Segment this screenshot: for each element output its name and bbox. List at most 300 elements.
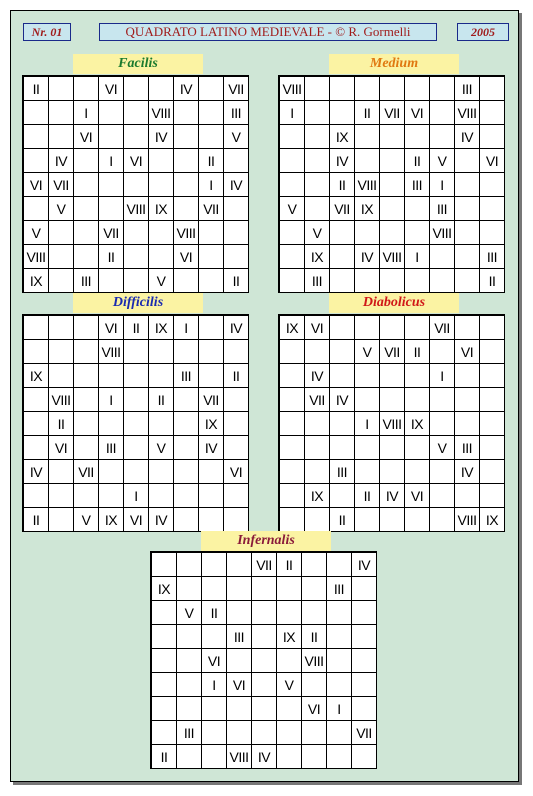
- difficilis-cell[interactable]: [74, 412, 99, 436]
- medium-cell[interactable]: [380, 173, 405, 197]
- difficilis-cell[interactable]: [149, 460, 174, 484]
- medium-cell[interactable]: [480, 101, 505, 125]
- medium-cell[interactable]: [380, 77, 405, 101]
- difficilis-cell[interactable]: [99, 460, 124, 484]
- difficilis-cell[interactable]: [149, 412, 174, 436]
- infernalis-cell[interactable]: [352, 745, 377, 769]
- infernalis-cell[interactable]: [302, 553, 327, 577]
- infernalis-cell[interactable]: [277, 697, 302, 721]
- infernalis-cell[interactable]: [252, 649, 277, 673]
- diabolicus-cell[interactable]: [305, 436, 330, 460]
- infernalis-cell[interactable]: [327, 649, 352, 673]
- facilis-cell[interactable]: [49, 269, 74, 293]
- diabolicus-cell[interactable]: [480, 316, 505, 340]
- infernalis-cell[interactable]: [177, 577, 202, 601]
- infernalis-cell: VIII: [227, 745, 252, 769]
- diabolicus-cell[interactable]: [330, 340, 355, 364]
- facilis-cell[interactable]: [124, 173, 149, 197]
- difficilis-cell[interactable]: [199, 484, 224, 508]
- diabolicus-cell[interactable]: [330, 436, 355, 460]
- facilis-cell[interactable]: [199, 269, 224, 293]
- difficilis-cell[interactable]: [24, 388, 49, 412]
- diabolicus-cell[interactable]: [280, 412, 305, 436]
- diabolicus-cell[interactable]: [280, 388, 305, 412]
- difficilis-cell[interactable]: [99, 412, 124, 436]
- facilis-cell[interactable]: [149, 77, 174, 101]
- medium-cell[interactable]: [405, 77, 430, 101]
- facilis-cell[interactable]: [124, 77, 149, 101]
- difficilis-cell[interactable]: [199, 508, 224, 532]
- facilis-cell[interactable]: [124, 269, 149, 293]
- infernalis-cell[interactable]: [202, 721, 227, 745]
- facilis-cell[interactable]: [224, 221, 249, 245]
- infernalis-cell: VIII: [302, 649, 327, 673]
- infernalis-cell[interactable]: [177, 625, 202, 649]
- infernalis-cell[interactable]: [252, 601, 277, 625]
- facilis-cell[interactable]: [24, 125, 49, 149]
- infernalis-cell[interactable]: [152, 601, 177, 625]
- diabolicus-cell[interactable]: [330, 316, 355, 340]
- infernalis-cell[interactable]: [277, 649, 302, 673]
- facilis-cell[interactable]: [49, 125, 74, 149]
- infernalis-cell[interactable]: [152, 697, 177, 721]
- medium-cell[interactable]: [280, 245, 305, 269]
- diabolicus-cell: I: [430, 364, 455, 388]
- medium-cell[interactable]: [380, 197, 405, 221]
- medium-cell[interactable]: [280, 173, 305, 197]
- difficilis-cell[interactable]: [199, 364, 224, 388]
- diabolicus-cell: V: [355, 340, 380, 364]
- facilis-cell[interactable]: [99, 101, 124, 125]
- diabolicus-cell[interactable]: [380, 508, 405, 532]
- facilis-cell[interactable]: [99, 197, 124, 221]
- diabolicus-cell[interactable]: [480, 364, 505, 388]
- difficilis-cell[interactable]: [49, 340, 74, 364]
- difficilis-cell[interactable]: [24, 316, 49, 340]
- difficilis-cell: I: [99, 388, 124, 412]
- medium-cell[interactable]: [430, 101, 455, 125]
- difficilis-cell: VII: [74, 460, 99, 484]
- facilis-cell[interactable]: [224, 149, 249, 173]
- diabolicus-cell: II: [405, 340, 430, 364]
- infernalis-cell[interactable]: [152, 673, 177, 697]
- facilis-cell[interactable]: [149, 245, 174, 269]
- facilis-cell: VI: [24, 173, 49, 197]
- facilis-cell[interactable]: [149, 149, 174, 173]
- diabolicus-cell[interactable]: [430, 484, 455, 508]
- difficilis-cell[interactable]: [224, 484, 249, 508]
- medium-cell[interactable]: [280, 269, 305, 293]
- facilis-cell[interactable]: [74, 221, 99, 245]
- medium-cell[interactable]: [330, 101, 355, 125]
- medium-cell[interactable]: [355, 77, 380, 101]
- diabolicus-cell[interactable]: [405, 364, 430, 388]
- infernalis-cell[interactable]: [352, 601, 377, 625]
- facilis-cell[interactable]: [174, 101, 199, 125]
- difficilis-cell[interactable]: [174, 508, 199, 532]
- diabolicus-cell[interactable]: [355, 364, 380, 388]
- difficilis-cell[interactable]: [74, 340, 99, 364]
- diabolicus-cell[interactable]: [480, 340, 505, 364]
- infernalis-cell[interactable]: [277, 745, 302, 769]
- medium-cell: II: [355, 101, 380, 125]
- facilis-cell[interactable]: [124, 101, 149, 125]
- facilis-cell[interactable]: [174, 173, 199, 197]
- facilis-cell[interactable]: [149, 221, 174, 245]
- diabolicus-cell[interactable]: [455, 484, 480, 508]
- diabolicus-cell[interactable]: [405, 316, 430, 340]
- medium-cell[interactable]: [480, 197, 505, 221]
- diabolicus-cell: IX: [305, 484, 330, 508]
- facilis-cell[interactable]: [124, 125, 149, 149]
- difficilis-cell[interactable]: [99, 364, 124, 388]
- medium-cell[interactable]: [280, 125, 305, 149]
- diabolicus-cell[interactable]: [480, 484, 505, 508]
- diabolicus-cell[interactable]: [280, 436, 305, 460]
- facilis-cell[interactable]: [74, 173, 99, 197]
- diabolicus-cell[interactable]: [480, 460, 505, 484]
- medium-cell[interactable]: [330, 269, 355, 293]
- difficilis-cell[interactable]: [124, 436, 149, 460]
- facilis-cell: VIII: [149, 101, 174, 125]
- facilis-cell[interactable]: [224, 197, 249, 221]
- facilis-cell[interactable]: [99, 125, 124, 149]
- infernalis-cell[interactable]: [277, 601, 302, 625]
- medium-cell[interactable]: [305, 197, 330, 221]
- medium-cell[interactable]: [430, 125, 455, 149]
- medium-cell[interactable]: [405, 269, 430, 293]
- medium-cell[interactable]: [355, 149, 380, 173]
- medium-cell: VIII: [430, 221, 455, 245]
- facilis-cell: VI: [174, 245, 199, 269]
- diabolicus-cell[interactable]: [355, 460, 380, 484]
- diabolicus-cell[interactable]: [305, 340, 330, 364]
- difficilis-cell[interactable]: [174, 412, 199, 436]
- medium-cell[interactable]: [280, 149, 305, 173]
- infernalis-cell[interactable]: [352, 577, 377, 601]
- facilis-cell[interactable]: [199, 101, 224, 125]
- infernalis-cell[interactable]: [152, 649, 177, 673]
- facilis-cell[interactable]: [199, 125, 224, 149]
- difficilis-cell[interactable]: [199, 316, 224, 340]
- facilis-cell[interactable]: [149, 173, 174, 197]
- infernalis-cell[interactable]: [227, 601, 252, 625]
- infernalis-cell[interactable]: [152, 721, 177, 745]
- medium-label: Medium: [329, 54, 459, 74]
- diabolicus-cell[interactable]: [280, 340, 305, 364]
- diabolicus-cell: VI: [305, 316, 330, 340]
- medium-cell[interactable]: [305, 149, 330, 173]
- diabolicus-cell[interactable]: [280, 508, 305, 532]
- infernalis-cell[interactable]: [202, 625, 227, 649]
- difficilis-cell[interactable]: [49, 364, 74, 388]
- difficilis-cell[interactable]: [74, 484, 99, 508]
- infernalis-cell[interactable]: [252, 721, 277, 745]
- diabolicus-cell[interactable]: [380, 460, 405, 484]
- medium-cell[interactable]: [455, 269, 480, 293]
- diabolicus-cell[interactable]: [330, 364, 355, 388]
- infernalis-cell[interactable]: [352, 697, 377, 721]
- diabolicus-cell[interactable]: [430, 508, 455, 532]
- facilis-cell[interactable]: [49, 101, 74, 125]
- infernalis-cell[interactable]: [302, 745, 327, 769]
- facilis-grid: [22, 75, 249, 293]
- infernalis-cell[interactable]: [202, 745, 227, 769]
- difficilis-cell[interactable]: [49, 508, 74, 532]
- medium-cell[interactable]: [280, 221, 305, 245]
- facilis-cell[interactable]: [74, 245, 99, 269]
- difficilis-cell[interactable]: [24, 412, 49, 436]
- facilis-cell[interactable]: [124, 221, 149, 245]
- difficilis-cell[interactable]: [174, 484, 199, 508]
- diabolicus-cell[interactable]: [455, 388, 480, 412]
- infernalis-cell: V: [277, 673, 302, 697]
- infernalis-cell[interactable]: [202, 553, 227, 577]
- facilis-cell[interactable]: [174, 149, 199, 173]
- difficilis-cell[interactable]: [149, 340, 174, 364]
- diabolicus-cell[interactable]: [380, 316, 405, 340]
- infernalis-cell[interactable]: [327, 745, 352, 769]
- facilis-cell[interactable]: [49, 221, 74, 245]
- infernalis-cell: VI: [302, 697, 327, 721]
- medium-cell[interactable]: [405, 125, 430, 149]
- diabolicus-cell[interactable]: [355, 508, 380, 532]
- difficilis-cell[interactable]: [124, 340, 149, 364]
- diabolicus-cell[interactable]: [305, 508, 330, 532]
- infernalis-cell[interactable]: [252, 577, 277, 601]
- facilis-cell[interactable]: [199, 245, 224, 269]
- diabolicus-cell[interactable]: [430, 460, 455, 484]
- infernalis-cell[interactable]: [327, 673, 352, 697]
- medium-cell[interactable]: [305, 77, 330, 101]
- difficilis-cell[interactable]: [24, 436, 49, 460]
- diabolicus-cell: VI: [405, 484, 430, 508]
- facilis-cell[interactable]: [174, 269, 199, 293]
- diabolicus-cell[interactable]: [455, 316, 480, 340]
- difficilis-cell[interactable]: [124, 388, 149, 412]
- facilis-cell: VII: [49, 173, 74, 197]
- infernalis-cell: I: [202, 673, 227, 697]
- facilis-cell[interactable]: [74, 149, 99, 173]
- facilis-cell[interactable]: [49, 77, 74, 101]
- facilis-cell[interactable]: [224, 245, 249, 269]
- infernalis-cell[interactable]: [177, 673, 202, 697]
- difficilis-cell[interactable]: [224, 436, 249, 460]
- infernalis-cell[interactable]: [277, 721, 302, 745]
- medium-cell[interactable]: [380, 149, 405, 173]
- diabolicus-cell[interactable]: [455, 364, 480, 388]
- diabolicus-cell[interactable]: [280, 484, 305, 508]
- facilis-cell[interactable]: [174, 125, 199, 149]
- diabolicus-cell[interactable]: [380, 364, 405, 388]
- facilis-cell[interactable]: [99, 269, 124, 293]
- facilis-cell[interactable]: [74, 197, 99, 221]
- difficilis-cell[interactable]: [124, 460, 149, 484]
- difficilis-cell[interactable]: [99, 484, 124, 508]
- diabolicus-cell[interactable]: [405, 388, 430, 412]
- infernalis-cell[interactable]: [252, 673, 277, 697]
- diabolicus-cell[interactable]: [430, 412, 455, 436]
- infernalis-cell[interactable]: [227, 721, 252, 745]
- diabolicus-cell[interactable]: [480, 436, 505, 460]
- difficilis-cell[interactable]: [49, 484, 74, 508]
- diabolicus-cell[interactable]: [305, 412, 330, 436]
- infernalis-cell[interactable]: [202, 577, 227, 601]
- infernalis-cell[interactable]: [327, 553, 352, 577]
- diabolicus-cell[interactable]: [330, 484, 355, 508]
- difficilis-cell[interactable]: [149, 364, 174, 388]
- difficilis-cell[interactable]: [74, 388, 99, 412]
- facilis-cell: III: [74, 269, 99, 293]
- medium-cell[interactable]: [455, 245, 480, 269]
- diabolicus-cell[interactable]: [380, 388, 405, 412]
- infernalis-cell[interactable]: [327, 721, 352, 745]
- facilis-cell[interactable]: [124, 245, 149, 269]
- facilis-cell: IX: [149, 197, 174, 221]
- infernalis-cell[interactable]: [177, 745, 202, 769]
- diabolicus-cell[interactable]: [305, 460, 330, 484]
- difficilis-cell[interactable]: [199, 460, 224, 484]
- medium-cell[interactable]: [330, 245, 355, 269]
- difficilis-cell[interactable]: [74, 364, 99, 388]
- difficilis-cell[interactable]: [124, 364, 149, 388]
- infernalis-cell[interactable]: [302, 601, 327, 625]
- infernalis-cell: III: [177, 721, 202, 745]
- difficilis-cell[interactable]: [49, 316, 74, 340]
- diabolicus-cell[interactable]: [480, 388, 505, 412]
- infernalis-cell[interactable]: [202, 697, 227, 721]
- facilis-cell[interactable]: [24, 101, 49, 125]
- medium-cell[interactable]: [480, 221, 505, 245]
- infernalis-cell[interactable]: [252, 697, 277, 721]
- diabolicus-cell[interactable]: [405, 460, 430, 484]
- difficilis-cell: VII: [199, 388, 224, 412]
- infernalis-cell[interactable]: [227, 697, 252, 721]
- medium-cell[interactable]: [355, 221, 380, 245]
- medium-cell[interactable]: [355, 269, 380, 293]
- medium-cell[interactable]: [430, 77, 455, 101]
- medium-cell[interactable]: [480, 173, 505, 197]
- infernalis-cell[interactable]: [352, 673, 377, 697]
- medium-cell[interactable]: [430, 245, 455, 269]
- puzzle-page: [10, 10, 519, 782]
- diabolicus-cell[interactable]: [430, 388, 455, 412]
- diabolicus-cell[interactable]: [355, 436, 380, 460]
- difficilis-cell[interactable]: [74, 316, 99, 340]
- medium-cell[interactable]: [455, 173, 480, 197]
- medium-cell[interactable]: [330, 221, 355, 245]
- facilis-cell[interactable]: [74, 77, 99, 101]
- difficilis-cell[interactable]: [224, 412, 249, 436]
- facilis-cell[interactable]: [174, 197, 199, 221]
- facilis-cell[interactable]: [24, 149, 49, 173]
- difficilis-cell[interactable]: [174, 340, 199, 364]
- infernalis-cell[interactable]: [302, 577, 327, 601]
- infernalis-cell[interactable]: [227, 649, 252, 673]
- difficilis-cell[interactable]: [224, 388, 249, 412]
- facilis-cell[interactable]: [199, 221, 224, 245]
- difficilis-cell[interactable]: [24, 484, 49, 508]
- infernalis-cell[interactable]: [177, 697, 202, 721]
- difficilis-cell[interactable]: [224, 508, 249, 532]
- infernalis-cell[interactable]: [327, 601, 352, 625]
- medium-cell[interactable]: [480, 77, 505, 101]
- medium-cell[interactable]: [430, 269, 455, 293]
- infernalis-cell[interactable]: [227, 553, 252, 577]
- facilis-cell[interactable]: [99, 173, 124, 197]
- difficilis-cell[interactable]: [49, 460, 74, 484]
- infernalis-cell[interactable]: [227, 577, 252, 601]
- diabolicus-cell[interactable]: [355, 316, 380, 340]
- difficilis-cell[interactable]: [199, 340, 224, 364]
- diabolicus-cell[interactable]: [405, 436, 430, 460]
- infernalis-cell[interactable]: [252, 625, 277, 649]
- medium-cell[interactable]: [380, 269, 405, 293]
- infernalis-cell[interactable]: [302, 673, 327, 697]
- medium-cell[interactable]: [455, 197, 480, 221]
- infernalis-cell[interactable]: [352, 625, 377, 649]
- medium-cell: V: [430, 149, 455, 173]
- diabolicus-cell[interactable]: [455, 412, 480, 436]
- infernalis-cell: IX: [277, 625, 302, 649]
- diabolicus-cell[interactable]: [280, 460, 305, 484]
- difficilis-cell[interactable]: [224, 340, 249, 364]
- diabolicus-cell[interactable]: [430, 340, 455, 364]
- facilis-cell[interactable]: [49, 245, 74, 269]
- difficilis-cell[interactable]: [24, 340, 49, 364]
- diabolicus-cell: IV: [455, 460, 480, 484]
- difficilis-cell[interactable]: [149, 484, 174, 508]
- diabolicus-cell[interactable]: [330, 412, 355, 436]
- medium-cell[interactable]: [355, 125, 380, 149]
- infernalis-cell[interactable]: [277, 577, 302, 601]
- medium-cell[interactable]: [380, 221, 405, 245]
- medium-cell: IV: [330, 149, 355, 173]
- medium-cell[interactable]: [305, 101, 330, 125]
- difficilis-cell[interactable]: [174, 388, 199, 412]
- difficilis-cell[interactable]: [174, 460, 199, 484]
- medium-cell[interactable]: [305, 125, 330, 149]
- infernalis-cell[interactable]: [327, 625, 352, 649]
- diabolicus-cell[interactable]: [380, 436, 405, 460]
- difficilis-cell[interactable]: [124, 412, 149, 436]
- facilis-cell[interactable]: [24, 197, 49, 221]
- infernalis-cell[interactable]: [177, 553, 202, 577]
- infernalis-cell[interactable]: [152, 625, 177, 649]
- facilis-cell: VIII: [124, 197, 149, 221]
- medium-cell[interactable]: [455, 149, 480, 173]
- medium-cell[interactable]: [380, 125, 405, 149]
- diabolicus-cell[interactable]: [480, 412, 505, 436]
- diabolicus-cell[interactable]: [405, 508, 430, 532]
- medium-cell[interactable]: [330, 77, 355, 101]
- medium-cell[interactable]: [405, 221, 430, 245]
- difficilis-cell[interactable]: [74, 436, 99, 460]
- diabolicus-cell[interactable]: [280, 364, 305, 388]
- medium-cell[interactable]: [480, 125, 505, 149]
- difficilis-cell[interactable]: [174, 436, 199, 460]
- medium-cell[interactable]: [405, 197, 430, 221]
- medium-cell[interactable]: [455, 221, 480, 245]
- facilis-cell[interactable]: [199, 77, 224, 101]
- infernalis-cell[interactable]: [352, 649, 377, 673]
- infernalis-cell[interactable]: [302, 721, 327, 745]
- facilis-label: Facilis: [73, 54, 203, 74]
- diabolicus-cell[interactable]: [355, 388, 380, 412]
- infernalis-cell[interactable]: [152, 553, 177, 577]
- infernalis-cell[interactable]: [177, 649, 202, 673]
- medium-cell[interactable]: [305, 173, 330, 197]
